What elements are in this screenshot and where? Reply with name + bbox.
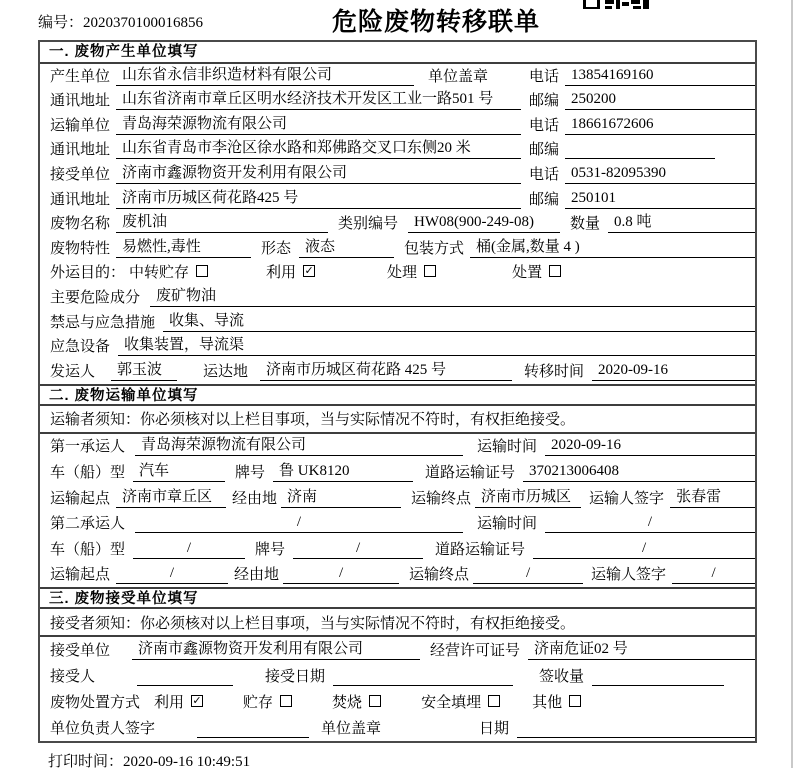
form-row [40, 261, 755, 286]
field-label: 单位负责人签字 [50, 721, 156, 738]
serial-number [38, 11, 203, 32]
field-label: 日期 [479, 721, 510, 738]
field-label: 禁忌与应急措施 [50, 314, 156, 331]
field-value: 370213006408 [523, 463, 755, 482]
form-row [40, 536, 755, 562]
field-value: 济南市章丘区 [116, 485, 226, 508]
field-value: 桶(金属,数量 4 ) [470, 235, 755, 258]
field-label: 运输终点 [409, 567, 470, 584]
field-label: 发运人 [50, 363, 96, 380]
form-row [40, 663, 755, 689]
notice-text: 运输者须知：你必须核对以上栏目事项，当与实际情况不符时，有权拒绝接受。 [40, 406, 755, 434]
field-label: 运输单位 [50, 117, 111, 134]
field-label: 主要危险成分 [50, 289, 141, 306]
field-label: 接受单位 [50, 643, 111, 660]
checkbox-label: 中转贮存 [129, 265, 190, 282]
field-label: 车（船）型 [50, 541, 126, 558]
field-label: 运输起点 [50, 567, 111, 584]
field-label: 单位盖章 [321, 721, 382, 738]
notice-text: 接受者须知：你必须核对以上栏目事项，当与实际情况不符时，有权拒绝接受。 [40, 609, 755, 637]
field-label: 道路运输证号 [435, 541, 526, 558]
field-value: 山东省永信非织造材料有限公司 [116, 63, 414, 86]
checkbox-label: 其他 [532, 695, 563, 712]
field-value: 鲁 UK8120 [273, 459, 413, 482]
qr-code-fragment-icon [583, 0, 651, 11]
field-value [565, 141, 715, 159]
checkbox-group [387, 261, 436, 282]
field-value: 青岛海荣源物流有限公司 [135, 433, 463, 456]
field-label: 运输终点 [411, 490, 472, 507]
field-label: 接受日期 [265, 669, 326, 686]
section-2 [40, 384, 755, 588]
field-label: 形态 [261, 240, 292, 257]
field-label: 邮编 [528, 191, 559, 208]
field-label: 电话 [528, 166, 559, 183]
checkbox-unchecked [549, 265, 561, 277]
section-1 [40, 42, 755, 384]
field-label: 电话 [528, 117, 559, 134]
field-value: 济南市历城区荷花路425 号 [116, 186, 521, 209]
field-value: 郭玉波 [111, 358, 177, 381]
field-label: 经由地 [232, 490, 278, 507]
form-row [40, 64, 755, 89]
section-title: 一. 废物产生单位填写 [40, 42, 755, 64]
field-label: 第二承运人 [50, 516, 126, 533]
print-time-value: 2020-09-16 10:49:51 [123, 754, 251, 768]
field-label: 牌号 [235, 464, 266, 481]
checkbox-group [421, 691, 500, 712]
field-value [517, 720, 755, 738]
checkbox-group [129, 261, 208, 282]
print-time-label: 打印时间： [48, 754, 124, 768]
field-label: 第一承运人 [50, 439, 126, 456]
field-value [333, 668, 513, 686]
form-row [40, 511, 755, 537]
form-row [40, 434, 755, 460]
field-value: 济南市历城区 [475, 485, 581, 508]
checkbox-group [154, 691, 203, 712]
checkbox-label: 利用 [154, 695, 185, 712]
form-row [40, 187, 755, 212]
field-value: 济南市鑫源物资开发利用有限公司 [132, 637, 420, 660]
checkbox-unchecked [280, 695, 292, 707]
form-row [40, 113, 755, 138]
field-label: 电话 [528, 68, 559, 85]
field-value: 2020-09-16 [592, 362, 755, 381]
field-label: 数量 [570, 216, 601, 233]
form-row [40, 285, 755, 310]
form-row [40, 359, 755, 384]
field-label: 通讯地址 [50, 191, 111, 208]
checkbox-unchecked [569, 695, 581, 707]
field-value: HW08(900-249-08) [408, 214, 560, 233]
page-title: 危险废物转移联单 [332, 8, 541, 36]
serial-value: 2020370100016856 [83, 15, 204, 31]
checkbox-group [332, 691, 381, 712]
form-row [40, 485, 755, 511]
field-value: 18661672606 [565, 116, 755, 135]
form-row [40, 459, 755, 485]
field-value: / [672, 565, 755, 584]
field-value: 山东省青岛市李沧区徐水路和郑佛路交叉口东侧20 米 [116, 136, 521, 159]
field-label: 包装方式 [404, 240, 465, 257]
form-row [40, 236, 755, 261]
form-row [40, 138, 755, 163]
field-value: 250200 [565, 91, 755, 110]
field-label: 废物特性 [50, 240, 111, 257]
field-label: 通讯地址 [50, 93, 111, 110]
checkbox-group [532, 691, 581, 712]
field-value: 13854169160 [565, 67, 755, 86]
field-value: / [135, 514, 463, 533]
field-label: 运输时间 [477, 439, 538, 456]
document-header [0, 0, 796, 40]
field-label: 运输人签字 [591, 567, 667, 584]
checkbox-label: 利用 [266, 265, 297, 282]
field-label: 经由地 [234, 567, 280, 584]
checkbox-unchecked [196, 265, 208, 277]
field-value: 济南市历城区荷花路 425 号 [260, 358, 512, 381]
form-row [40, 89, 755, 114]
form-row [40, 715, 755, 741]
field-label: 通讯地址 [50, 142, 111, 159]
field-label: 运输人签字 [589, 490, 665, 507]
section-3 [40, 587, 755, 741]
field-value: 济南危证02 号 [528, 637, 755, 660]
field-value: 液态 [299, 235, 394, 258]
field-label: 外运目的： [50, 265, 126, 282]
field-value: 废矿物油 [150, 284, 755, 307]
page-edge-line [791, 0, 793, 768]
form-table [38, 40, 757, 743]
form-row [40, 335, 755, 360]
field-label: 牌号 [255, 541, 286, 558]
field-value [197, 720, 309, 738]
field-value [592, 668, 724, 686]
checkbox-unchecked [424, 265, 436, 277]
field-value: / [533, 540, 755, 559]
checkbox-label: 安全填埋 [421, 695, 482, 712]
field-label: 废物名称 [50, 216, 111, 233]
checkbox-group [243, 691, 292, 712]
field-value: / [116, 565, 228, 584]
checkbox-unchecked [488, 695, 500, 707]
field-value: 250101 [565, 190, 755, 209]
field-label: 运达地 [203, 363, 249, 380]
section-title: 二. 废物运输单位填写 [40, 384, 755, 406]
field-label: 转移时间 [524, 363, 585, 380]
field-value: 张春雷 [670, 485, 755, 508]
form-row [40, 637, 755, 663]
form-row [40, 162, 755, 187]
field-value: 济南 [281, 485, 401, 508]
checkbox-label: 处置 [512, 265, 543, 282]
checkbox-group [266, 261, 315, 282]
form-row [40, 212, 755, 237]
field-label: 道路运输证号 [425, 464, 516, 481]
field-label: 车（船）型 [50, 464, 126, 481]
field-label: 应急设备 [50, 339, 111, 356]
checkbox-label: 贮存 [243, 695, 274, 712]
field-value: 2020-09-16 [545, 437, 755, 456]
field-value: / [283, 565, 399, 584]
field-label: 接受人 [50, 669, 96, 686]
field-value: 青岛海荣源物流有限公司 [116, 112, 521, 135]
field-value: 0.8 吨 [608, 210, 755, 233]
field-label: 类别编号 [338, 216, 399, 233]
field-value: 济南市鑫源物资开发利用有限公司 [116, 161, 521, 184]
field-value: 山东省济南市章丘区明水经济技术开发区工业一路501 号 [116, 87, 521, 110]
checkbox-group [512, 261, 561, 282]
field-label: 邮编 [528, 142, 559, 159]
form-row [40, 562, 755, 588]
field-value: / [545, 514, 755, 533]
checkbox-label: 焚烧 [332, 695, 363, 712]
field-value: 收集装置，导流渠 [118, 333, 755, 356]
field-value [137, 668, 233, 686]
field-value: 收集、导流 [163, 309, 755, 332]
field-label: 产生单位 [50, 68, 111, 85]
field-value: / [293, 540, 423, 559]
print-time [48, 750, 250, 768]
checkbox-label: 处理 [387, 265, 418, 282]
field-value: 易燃性,毒性 [116, 235, 251, 258]
field-value: 废机油 [116, 210, 328, 233]
checkbox-checked: ✓ [192, 694, 202, 708]
field-value: 0531-82095390 [565, 165, 755, 184]
field-label: 运输时间 [477, 516, 538, 533]
section-title: 三. 废物接受单位填写 [40, 587, 755, 609]
field-label: 运输起点 [50, 490, 111, 507]
field-label: 废物处置方式 [50, 695, 141, 712]
serial-label: 编号： [38, 15, 84, 31]
field-value: 汽车 [133, 459, 225, 482]
field-value: / [133, 540, 245, 559]
field-label: 单位盖章 [428, 68, 489, 85]
checkbox-checked: ✓ [304, 264, 314, 278]
field-label: 接受单位 [50, 166, 111, 183]
checkbox-unchecked [369, 695, 381, 707]
field-value: / [473, 565, 583, 584]
field-label: 签收量 [539, 669, 585, 686]
form-row [40, 689, 755, 715]
field-label: 邮编 [528, 93, 559, 110]
form-row [40, 310, 755, 335]
field-label: 经营许可证号 [430, 643, 521, 660]
